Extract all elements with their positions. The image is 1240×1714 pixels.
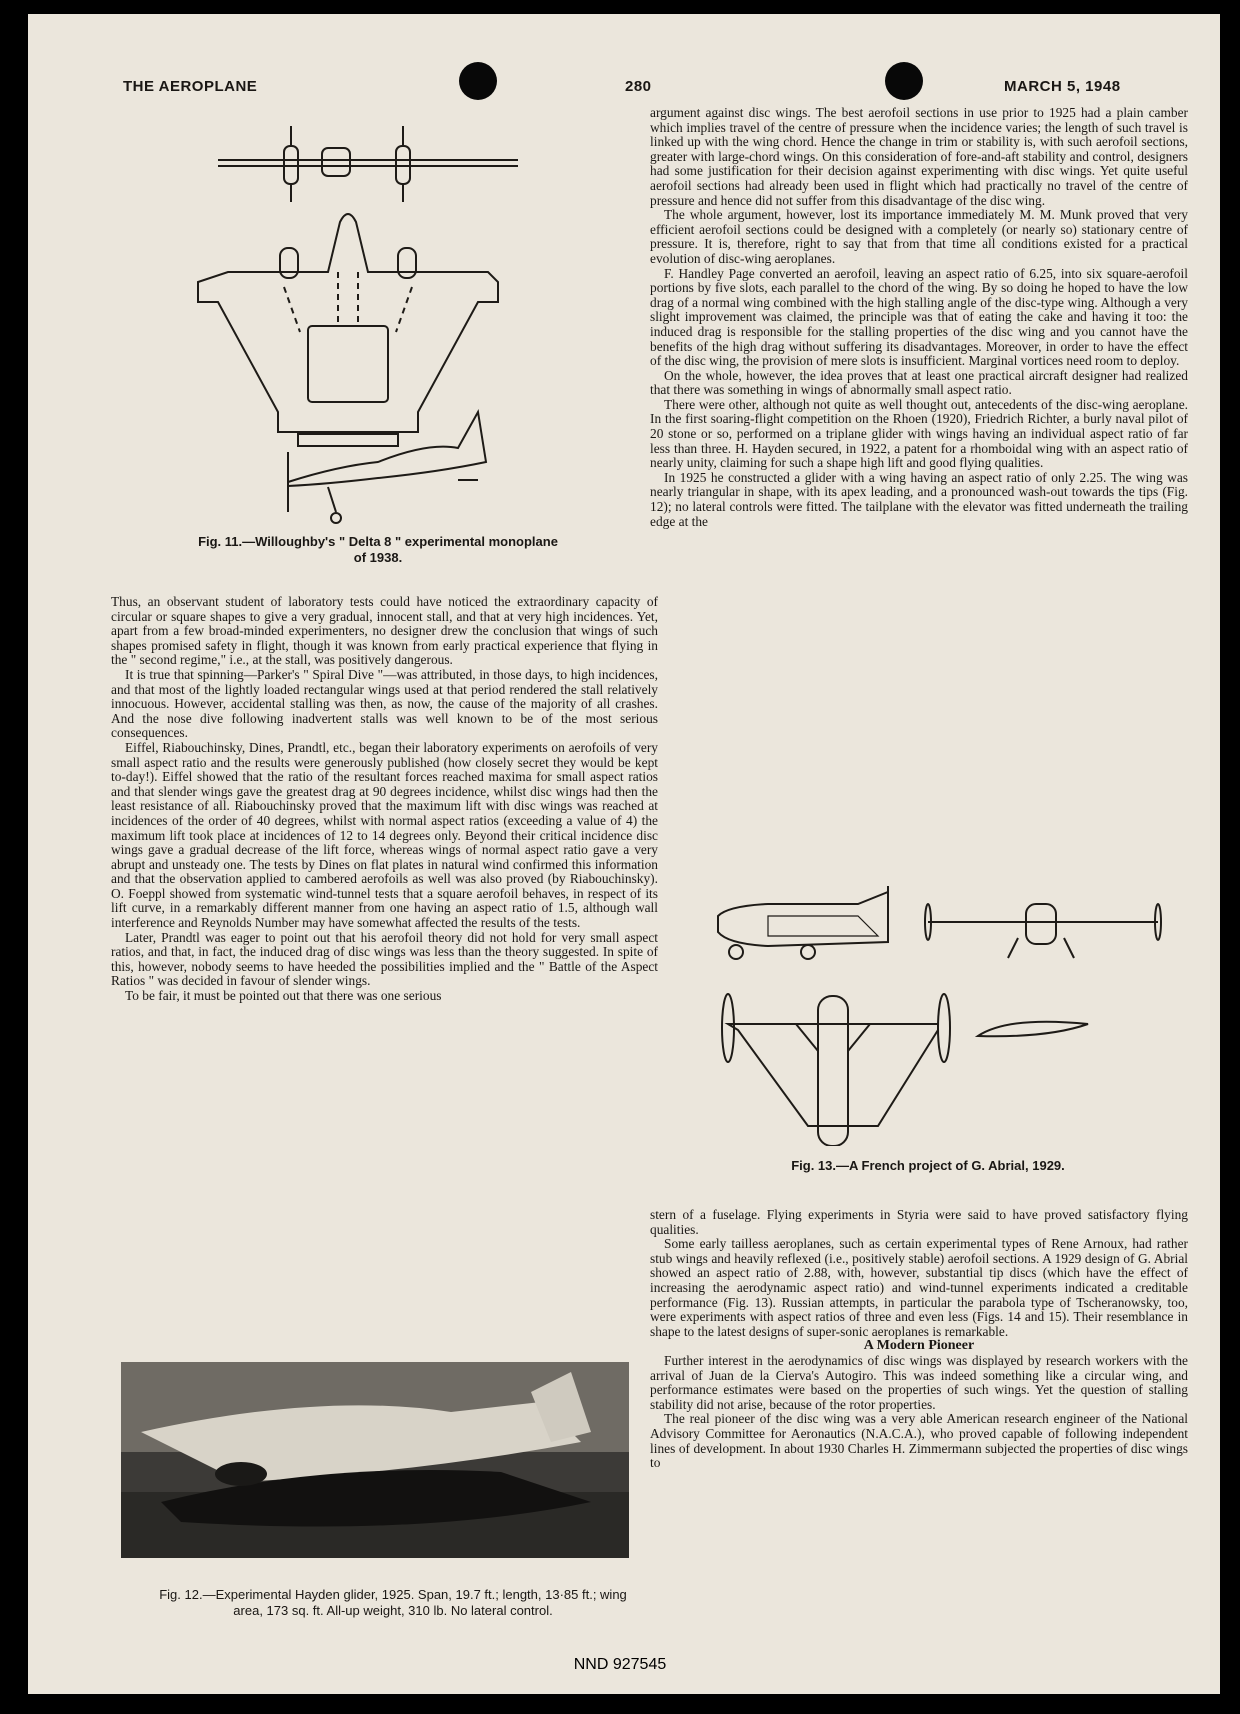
subheading: A Modern Pioneer	[863, 1338, 975, 1354]
paragraph: To be fair, it must be pointed out that there was one serious	[125, 988, 442, 1004]
fig12-photo	[121, 1362, 629, 1558]
paragraph: It is true that spinning—Parker's " Spiral Dive "—was attributed, in those days, to high incidences, and that most of the lightly loaded rectangular wings used at that period rendered the stall relatively innocuous. However, accidental stalling was then, as now, the cause of the majority of all crashes. And the nose dive following inadvertent stalls was well known to be of the most serious consequences.	[111, 666, 658, 741]
paragraph: There were other, although not quite as well thought out, antecedents of the disc-wing aeroplane. In the first soaring-flight competition on the Rhoen (1920), Friedrich Richter, a burly naval pilot of 20 stone or so, performed on a triplane glider with wings having an individual aspect ratio of far less than three. H. Hayden secured, in 1922, a patent for a rhomboidal wing with an aspect ratio of nearly unity, claiming for such a shape high lift and good flying qualities.	[650, 396, 1188, 471]
fig12-caption: Fig. 12.—Experimental Hayden glider, 1925. Span, 19.7 ft.; length, 13·85 ft.; wing area, 173 sq. ft. All-up weight, 310 lb. No lateral control.	[159, 1587, 627, 1618]
paragraph: On the whole, however, the idea proves that at least one practical aircraft designer had realized that there was something in wings of abnormally small aspect ratio.	[650, 367, 1188, 398]
paragraph: argument against disc wings. The best aerofoil sections in use prior to 1925 had a plain camber which implies travel of the centre of pressure when the incidence varies; the length of such travel is linked up with the wing chord. Hence the change in trim or stability is, with such aerofoil sections, greater with large-chord wings. On this consideration of fore-and-aft stability and control, designers had some justification for their decision against experimenting with disc wings. Yet quite useful aerofoil sections had already been used in flight which had practically no travel of the centre of pressure and hence did not suffer from this disadvantage of the disc wing.	[650, 105, 1188, 208]
header-publication: THE AEROPLANE	[123, 78, 258, 95]
right-column-text-top	[650, 106, 1188, 529]
archive-footer: NND 927545	[573, 1656, 667, 1673]
punch-hole-left	[459, 62, 497, 100]
paragraph: Some early tailless aeroplanes, such as certain experimental types of Rene Arnoux, had rather stub wings and heavily reflexed (i.e., positively stable) aerofoil sections. A 1929 design of G. Abrial showed an aspect ratio of 2.88, with, however, substantial tip discs (which have the effect of increasing the aerodynamic aspect ratio) and wind-tunnel experiments indicated a creditable performance (Fig. 13). Russian attempts, in particular the parabola type of Tscheranowsky, too, were experiments with aspect ratios of three and even less (Figs. 14 and 15). Their resemblance in shape to the latest designs of super-sonic aeroplanes is remarkable.	[650, 1236, 1188, 1339]
paragraph: Further interest in the aerodynamics of disc wings was displayed by research workers with the arrival of Juan de la Cierva's Autogiro. This was indeed something like a circular wing, and performance estimates were based on the properties of such wings. Yet the question of stalling stability did not arise, because of the rotor properties.	[650, 1352, 1188, 1412]
paragraph: The whole argument, however, lost its importance immediately M. M. Munk proved that very efficient aerofoil sections could be designed with a completely (or nearly so) stationary centre of pressure. It is, therefore, right to say that from that time all conditions existed for a practical evolution of disc-wing aeroplanes.	[650, 207, 1188, 266]
fig11-caption: Fig. 11.—Willoughby's " Delta 8 " experimental monoplane of 1938.	[198, 534, 558, 565]
fig13-caption: Fig. 13.—A French project of G. Abrial, 1929.	[791, 1158, 1065, 1173]
paragraph: Eiffel, Riabouchinsky, Dines, Prandtl, etc., began their laboratory experiments on aerofoils of very small aspect ratio and the results were generously published (how closely secret they would be kept to-day!). Eiffel showed that the ratio of the resultant forces reached maxima for small aspect ratios and that slender wings gave the greatest drag at 90 degrees incidence, whilst disc wings had then the least resistance of all. Riabouchinsky proved that the maximum lift with disc wings was reached at incidences of the order of 40 degrees, whilst with normal aspect ratios (exceeding a value of 4) the maximum lift took place at incidences of 12 to 14 degrees only. Beyond their critical incidence disc wings gave a gradual decrease of the lift force, whereas wings of normal aspect ratio gave a very abrupt and unsteady one. The tests by Dines on flat plates in natural wind confirmed this information and that the observation applied to cambered aerofoils as well was also proved (by Riabouchinsky). O. Foeppl showed from systematic wind-tunnel tests that a square aerofoil behaves, in respect of its lift curve, in a remarkably different manner from one having an aspect ratio of 1.5, although wall interference and Reynolds Number may have somewhat affected the results of the tests.	[111, 739, 658, 931]
paragraph: Later, Prandtl was eager to point out that his aerofoil theory did not hold for very small aspect ratios, and that, in fact, the induced drag of disc wings was less than the theory suggested. In spite of this, however, nobody seems to have heeded the possibilities implied and the " Battle of the Aspect Ratios " was decided in favour of slender wings.	[111, 929, 658, 989]
left-column-text	[111, 595, 658, 1004]
paragraph: Thus, an observant student of laboratory tests could have noticed the extraordinary capacity of circular or square shapes to give a very gradual, innocent stall, and that at very high incidences. Yet, apart from a few broad-minded experimenters, no designer drew the conclusion that wings of such shapes promised safety in flight, though it was known from early practical experience that flying in the " second regime," i.e., at the stall, was positively dangerous.	[111, 594, 658, 668]
right-column-text-bottom	[650, 1208, 1188, 1471]
punch-hole-right	[885, 62, 923, 100]
paragraph: F. Handley Page converted an aerofoil, leaving an aspect ratio of 6.25, into six square-aerofoil portions by five slots, each parallel to the chord of the wing. By so doing he hoped to have the low drag of a normal wing combined with the high stalling angle of the disc-type wing. Although a very slight improvement was claimed, the principle was that of eating the cake and having it too: the induced drag is responsible for the stalling properties of the disc wing and you cannot have the benefits of the high drag without suffering its disadvantages. Moreover, in order to have the effect of the disc wing, the provision of mere slots is insufficient. Marginal vortices need room to deploy.	[650, 265, 1188, 369]
paragraph: In 1925 he constructed a glider with a wing having an aspect ratio of only 2.25. The wing was nearly triangular in shape, with its apex leading, and a pronounced wash-out towards the tips (Fig. 12); no lateral controls were fitted. The tailplane with the elevator was fitted underneath the trailing edge at the	[650, 469, 1188, 529]
paragraph: stern of a fuselage. Flying experiments in Styria were said to have proved satisfactory flying qualities.	[650, 1207, 1188, 1237]
header-page-number: 280	[625, 78, 652, 95]
paragraph: The real pioneer of the disc wing was a very able American research engineer of the National Advisory Committee for Aeronautics (N.A.C.A.), who proved capable of following independent lines of development. In about 1930 Charles H. Zimmermann subjected the properties of disc wings to	[650, 1411, 1188, 1471]
fig11-drawing	[188, 112, 548, 532]
header-date: MARCH 5, 1948	[1004, 78, 1121, 95]
fig13-drawing	[708, 876, 1178, 1146]
document-page	[28, 14, 1220, 1694]
